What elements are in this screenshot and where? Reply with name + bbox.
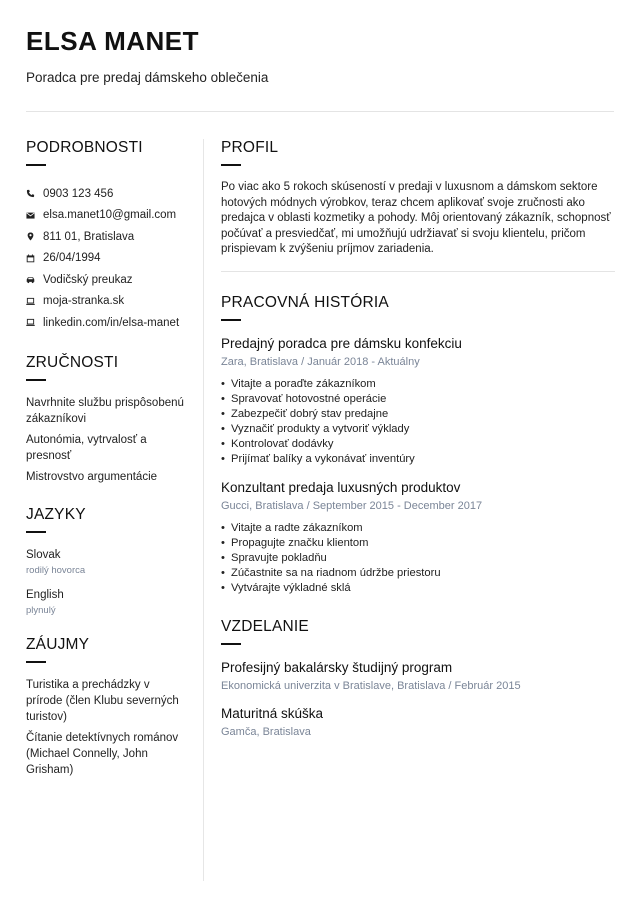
job-bullet: • Kontrolovať dodávky — [221, 437, 615, 452]
education-meta: Gamča, Bratislava — [221, 725, 311, 738]
job-bullet: • Zúčastnite sa na riadnom údržbe priestoru — [221, 566, 615, 581]
skills-title-underline — [26, 379, 46, 381]
job-entry — [221, 480, 615, 596]
detail-text: Vodičský preukaz — [43, 273, 133, 286]
language-level: rodilý hovorca — [26, 564, 86, 576]
skill-item: Navrhnite službu prispôsobenú zákazníkovi — [26, 396, 184, 425]
profile-divider — [221, 271, 615, 272]
detail-text[interactable]: moja-stranka.sk — [43, 295, 125, 308]
education-title-text: Maturitná skúška — [221, 705, 324, 721]
job-title: Konzultant predaja luxusných produktov — [221, 479, 461, 495]
laptop-icon — [26, 297, 43, 306]
location-pin-icon — [26, 232, 43, 241]
job-meta: Zara, Bratislava / Január 2018 - Aktuálny — [221, 355, 420, 368]
language-name: Slovak — [26, 548, 61, 561]
job-bullets — [221, 377, 615, 467]
profile-title-underline — [221, 164, 241, 166]
education-title: VZDELANIE — [221, 617, 309, 635]
languages-title: JAZYKY — [26, 505, 86, 523]
details-title-underline — [26, 164, 46, 166]
work-history-title: PRACOVNÁ HISTÓRIA — [221, 293, 389, 311]
job-bullets — [221, 521, 615, 596]
job-bullet: • Propagujte značku klientom — [221, 536, 615, 551]
detail-phone — [26, 183, 186, 205]
detail-linkedin[interactable] — [26, 312, 186, 334]
details-section — [26, 139, 186, 334]
education-meta: Ekonomická univerzita v Bratislave, Bratislava / Február 2015 — [221, 679, 521, 692]
detail-website[interactable] — [26, 291, 186, 313]
job-bullet: • Vytvárajte výkladné sklá — [221, 581, 615, 596]
education-section — [221, 618, 615, 738]
education-entry — [221, 660, 615, 692]
details-title: PODROBNOSTI — [26, 139, 143, 156]
laptop-icon — [26, 318, 43, 327]
profile-text: Po viac ako 5 rokoch skúseností v predaji v luxusnom a dámskom sektore hotových módnych výrobkov, teraz chcem aplikovať svoje zručnosti ako predajca v oblasti kozmetiky a pohody. Môj orientovaný zákazník, schopnosť počúvať a presviedčať, mi umožňujú udržiavať si svoju klientelu, pričom prispievam k zvýšeniu príjmov zariadenia. — [221, 181, 611, 256]
languages-title-underline — [26, 531, 46, 533]
resume-subtitle: Poradca pre predaj dámskeho oblečenia — [26, 70, 269, 85]
job-entry — [221, 336, 615, 467]
job-bullet: • Vyznačiť produkty a vytvoriť výklady — [221, 422, 615, 437]
job-bullet: • Vitajte a radte zákazníkom — [221, 521, 615, 536]
education-entry — [221, 706, 615, 738]
work-history-section — [221, 294, 615, 596]
job-bullet: • Zabezpečiť dobrý stav predajne — [221, 407, 615, 422]
profile-title: PROFIL — [221, 139, 279, 156]
detail-text: 26/04/1994 — [43, 252, 101, 265]
job-bullet: • Spravujte pokladňu — [221, 551, 615, 566]
skill-item: Autonómia, vytrvalosť a presnosť — [26, 433, 147, 462]
interest-item: Turistika a prechádzky v prírode (člen Klubu severných turistov) — [26, 678, 179, 723]
detail-address — [26, 226, 186, 248]
details-list — [26, 183, 186, 334]
interests-title: ZÁUJMY — [26, 635, 90, 653]
education-title-text: Profesijný bakalársky študijný program — [221, 659, 453, 675]
detail-text: elsa.manet10@gmail.com — [43, 209, 177, 222]
work-history-title-underline — [221, 319, 241, 321]
job-bullet: • Vitajte a poraďte zákazníkom — [221, 377, 615, 392]
job-bullet: • Spravovať hotovostné operácie — [221, 392, 615, 407]
job-title: Predajný poradca pre dámsku konfekciu — [221, 335, 462, 351]
detail-email — [26, 205, 186, 227]
skill-item: Mistrovstvo argumentácie — [26, 470, 158, 483]
education-title-underline — [221, 643, 241, 645]
detail-text: 811 01, Bratislava — [43, 230, 135, 243]
profile-section — [221, 139, 615, 272]
skills-section — [26, 354, 186, 485]
job-bullet: • Prijímať balíky a vykonávať inventúry — [221, 452, 615, 467]
detail-driving-licence — [26, 269, 186, 291]
resume-name: ELSA MANET — [26, 26, 200, 56]
language-level: plynulý — [26, 604, 56, 616]
interest-item: Čítanie detektívnych románov (Michael Connelly, John Grisham) — [26, 731, 179, 776]
phone-icon — [26, 189, 43, 198]
right-column — [221, 139, 615, 738]
header-divider — [26, 111, 614, 112]
detail-text[interactable]: linkedin.com/in/elsa-manet — [43, 316, 180, 329]
interests-section — [26, 636, 186, 778]
interests-title-underline — [26, 661, 46, 663]
languages-section — [26, 506, 186, 618]
detail-birthdate — [26, 248, 186, 270]
job-meta: Gucci, Bratislava / September 2015 - December 2017 — [221, 499, 483, 512]
email-icon — [26, 211, 43, 220]
car-icon — [26, 275, 43, 284]
language-name: English — [26, 588, 64, 601]
column-divider — [203, 139, 204, 881]
left-column — [26, 139, 186, 778]
detail-text: 0903 123 456 — [43, 187, 114, 200]
skills-title: ZRUČNOSTI — [26, 353, 119, 371]
calendar-icon — [26, 254, 43, 263]
